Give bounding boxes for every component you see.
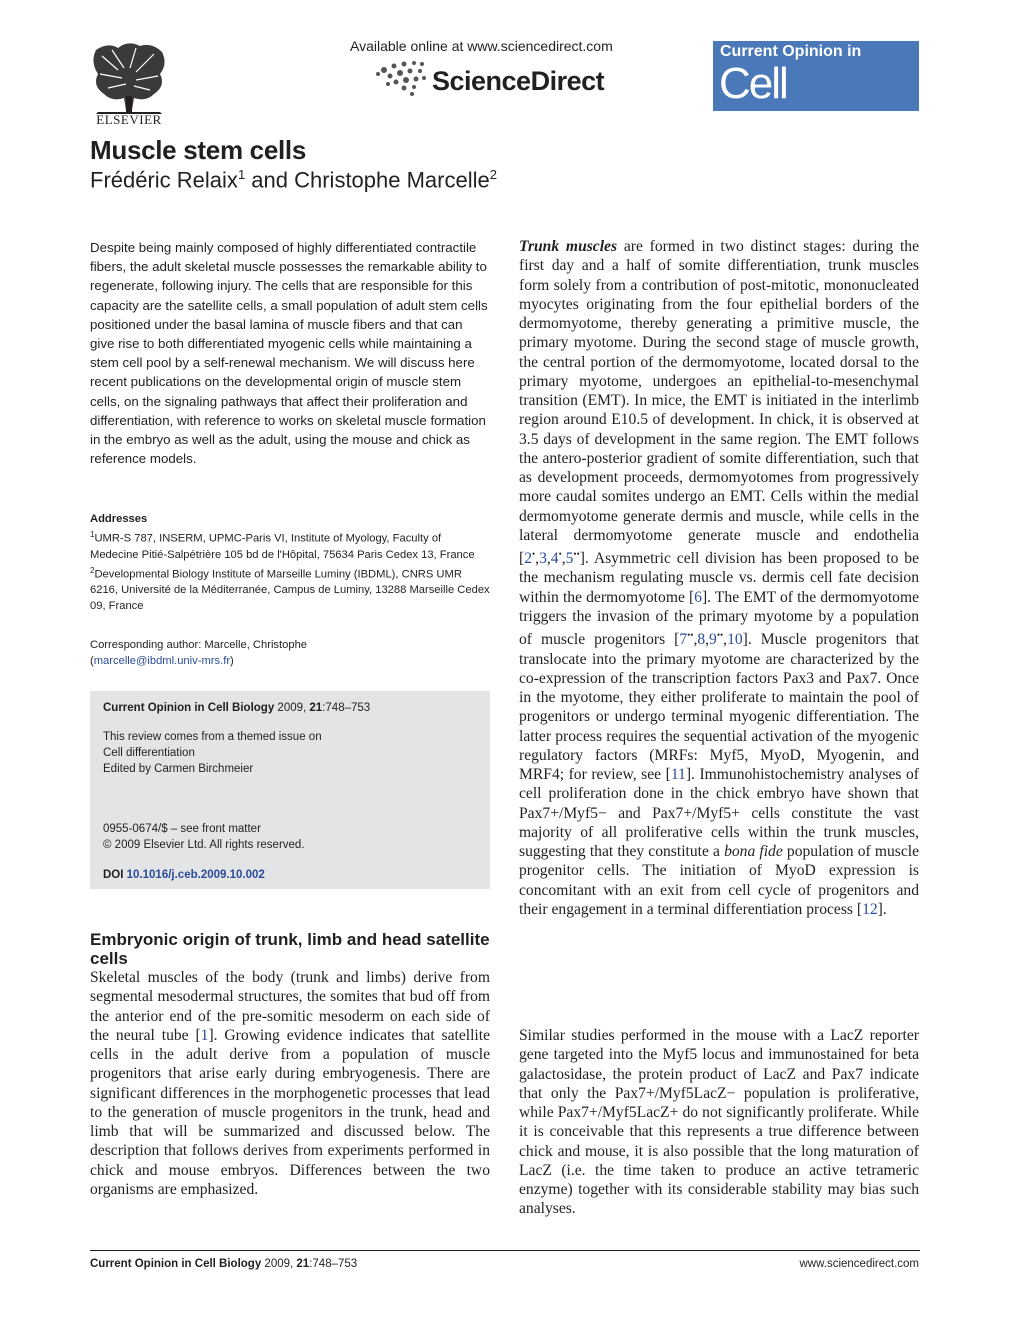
- body-text: ].: [877, 900, 887, 918]
- elsevier-wordmark: ELSEVIER: [96, 112, 162, 127]
- body-text: ]. Muscle progenitors that translocate into the primary myotome are characterized by the co-expression of the transcription factors Pax3 and Pax7. Once in the myotome, they either proliferate to maintain the pool of progenitors or undergo terminal myogenic differentiation. The latter process requires the sequential activation of the myogenic regulatory factors (MRFs: Myf5, MyoD, Myogenin, and MRF4; for review, see [: [519, 631, 919, 784]
- reference-dots: ••: [573, 549, 580, 559]
- copyright-line: © 2009 Elsevier Ltd. All rights reserved.: [103, 839, 305, 851]
- abstract: Despite being mainly composed of highly differentiated contractile fibers, the adult skeletal muscle possesses the remarkable ability to regenerate, following injury. The cells that are responsible for this capacity are the satellite cells, a small population of adult stem cells positioned under the basal lamina of muscle fibers and that can give rise to both differentiated myogenic cells while maintaining a stem cell pool by a self-renewal mechanism. We will discuss here recent publications on the developmental origin of muscle stem cells, on the signaling pathways that affect their proliferation and differentiation, with reference to works on skeletal muscle formation in the embryo as well as the adult, using the mouse and chick as reference models.: [90, 240, 488, 467]
- reference-dots: ••: [716, 630, 724, 641]
- reference-link[interactable]: 5: [565, 550, 574, 568]
- address-1: [90, 527, 492, 563]
- pages: :748–753: [309, 1258, 358, 1270]
- body-text: Skeletal muscles of the body (trunk and limbs) derive from segmental mesodermal structures, the somites that bud off from the anterior end of the pre-somitic mesoderm on each side of the neural tube [: [90, 969, 490, 1044]
- addresses: [90, 511, 492, 614]
- comma: ,: [693, 631, 698, 649]
- sciencedirect-wordmark: ScienceDirect: [432, 66, 605, 96]
- footer-citation: [90, 1258, 357, 1270]
- article-title: Muscle stem cells: [90, 135, 307, 165]
- reference-link[interactable]: 7: [679, 631, 688, 649]
- article-info-box: [90, 691, 490, 889]
- italic-term: bona fide: [724, 843, 783, 861]
- paren: ): [230, 655, 234, 667]
- reference-dots: ••: [687, 630, 694, 641]
- journal-name: Current Opinion in Cell Biology: [103, 702, 275, 714]
- doi-label: DOI: [103, 869, 124, 881]
- body-text: ]. Growing evidence indicates that satellite cells in the adult derive from a population of muscle progenitors that arise early during embryogenesis. There are significant differences in the morphogenetic processes that lead to the generation of muscle progenitors in the trunk, head and limb that will be summarized and discussed below. The description that follows derives from experiments performed in chick and mouse embryos. Differences between the two organisms are emphasized.: [90, 1026, 491, 1198]
- article-authors: [90, 167, 497, 193]
- lead-in: Trunk muscles: [519, 238, 618, 255]
- year: 2009,: [274, 702, 310, 714]
- body-text: ]. Immunohistochemistry analyses of cell proliferation done in the chick embryo have shown that Pax7+/Myf5− and Pax7+/Myf5+ cells constitute the vast majority of all proliferative cells within the trunk muscles, suggesting that they constitute a: [519, 766, 920, 861]
- section-heading: Embryonic origin of trunk, limb and head satellite cells: [90, 930, 490, 968]
- body-text: are formed in two distinct stages: during the first day and a half of somite differentiation, trunk muscles form solely from a contribution of post-mitotic, mononucleated myocytes originating from the four epithelial borders of the dermomyotome, thereby generating a primitive muscle, the primary myotome. During the second stage of muscle growth, the central portion of the dermomyotome, located dorsal to the primary myotome, undergoes an epithelial-to-mesenchymal transition (EMT). In mice, the EMT is initiated in the interlimb region around E10.5 of development. In chick, it is observed at 3.5 days of development in the same region. The EMT follows the antero-posterior gradient of somite differentiation, such that as development proceeds, dermomyotomes from progressively more caudal somites undergo an EMT. Cells within the medial dermomyotome generate dermis and muscle, while cells in the lateral dermomyotome generate muscle and endothelia [: [519, 238, 920, 568]
- editor-line: Edited by Carmen Birchmeier: [103, 763, 254, 775]
- affiliation-mark: 1: [237, 167, 246, 182]
- body-paragraph: [519, 237, 919, 919]
- body-text: ]. The EMT of the dermomyotome triggers the invasion of the primary myotome by a population of muscle progenitors [: [519, 588, 919, 649]
- affiliation-mark: 1: [90, 530, 95, 539]
- reference-link[interactable]: 9: [709, 631, 717, 649]
- affiliation-mark: 2: [90, 565, 95, 575]
- reference-link[interactable]: 6: [694, 588, 702, 606]
- citation-line: [103, 700, 370, 716]
- comma: ,: [723, 631, 728, 649]
- available-online-text: Available online at www.sciencedirect.com: [350, 38, 613, 54]
- reference-link[interactable]: 2: [524, 550, 532, 568]
- reference-link[interactable]: 1: [200, 1026, 209, 1044]
- author-name: Frédéric Relaix: [90, 167, 238, 193]
- body-text: ]. Asymmetric cell division has been proposed to be the mechanism regulating muscle vs. dermis cell fate decision within the dermomyotome [: [519, 550, 919, 606]
- affiliation-mark: 2: [489, 167, 497, 182]
- footer-url[interactable]: www.sciencedirect.com: [799, 1258, 919, 1270]
- body-text: population of muscle progenitor cells. The initiation of MyoD expression is concomitant with an exit from cell cycle of progenitors and their engagement in a terminal differentiation process [: [519, 843, 919, 918]
- footer-divider: [90, 1250, 920, 1251]
- addresses-heading: Addresses: [90, 513, 148, 525]
- volume: 21: [296, 1258, 310, 1270]
- issn-line: 0955-0674/$ – see front matter: [103, 823, 261, 835]
- pages: :748–753: [322, 702, 371, 714]
- reference-link[interactable]: 3: [539, 550, 547, 568]
- comma: ,: [705, 631, 710, 649]
- reference-dots: •: [558, 549, 562, 559]
- comma: ,: [546, 550, 551, 568]
- address-text: UMR-S 787, INSERM, UPMC-Paris VI, Institute of Myology, Faculty of Medecine Pitié-Salpétrière 105 bd de l'Hôpital, 75634 Paris Cedex 13, France: [90, 532, 475, 561]
- comma: ,: [535, 550, 540, 568]
- address-2: [90, 563, 492, 615]
- reference-link[interactable]: 10: [727, 631, 743, 649]
- year: 2009,: [261, 1258, 297, 1270]
- doi-link[interactable]: 10.1016/j.ceb.2009.10.002: [126, 869, 265, 881]
- corresponding-email-line: [90, 653, 492, 669]
- journal-logo-line2: Cell Biology: [719, 59, 850, 158]
- author-name: and Christophe Marcelle: [245, 167, 490, 193]
- address-text: Developmental Biology Institute of Marseille Luminy (IBDML), CNRS UMR 6216, Université de la Méditerranée, Campus de Luminy, 13288 Marseille Cedex 09, France: [90, 568, 490, 613]
- reference-link[interactable]: 8: [697, 631, 706, 649]
- corresponding-email-link[interactable]: marcelle@ibdml.univ-mrs.fr: [93, 655, 231, 667]
- theme-name: Cell differentiation: [103, 747, 195, 759]
- doi-line: [103, 867, 265, 883]
- reference-link[interactable]: 11: [670, 766, 686, 784]
- volume: 21: [309, 702, 323, 714]
- comma: ,: [561, 550, 566, 568]
- journal-name: Current Opinion in Cell Biology: [90, 1258, 262, 1270]
- reference-dots: •: [532, 549, 536, 559]
- journal-logo: [713, 41, 919, 158]
- body-paragraph: [90, 968, 490, 1199]
- corresponding-author-label: Corresponding author: Marcelle, Christophe: [90, 639, 308, 651]
- body-paragraph: Similar studies performed in the mouse with a LacZ reporter gene targeted into the Myf5 locus and immunostained for beta galactosidase, the protein product of LacZ and Pax7 indicate that only the Pax7+/Myf5LacZ− population is proliferative, while Pax7+/Myf5LacZ+ do not significantly proliferate. While it is conceivable that this represents a true difference between chick and mouse, it is also possible that the long maturation of LacZ (i.e. the time taken to produce an active tetrameric enzyme) together with its considerable stability may bias such analyses.: [519, 1027, 919, 1218]
- reference-link[interactable]: 12: [862, 900, 878, 918]
- themed-issue-line: This review comes from a themed issue on: [103, 731, 322, 743]
- reference-link[interactable]: 4: [550, 550, 559, 568]
- paren: (: [90, 655, 94, 667]
- journal-logo-line1: Current Opinion in: [720, 43, 862, 60]
- corresponding-author: [90, 637, 492, 669]
